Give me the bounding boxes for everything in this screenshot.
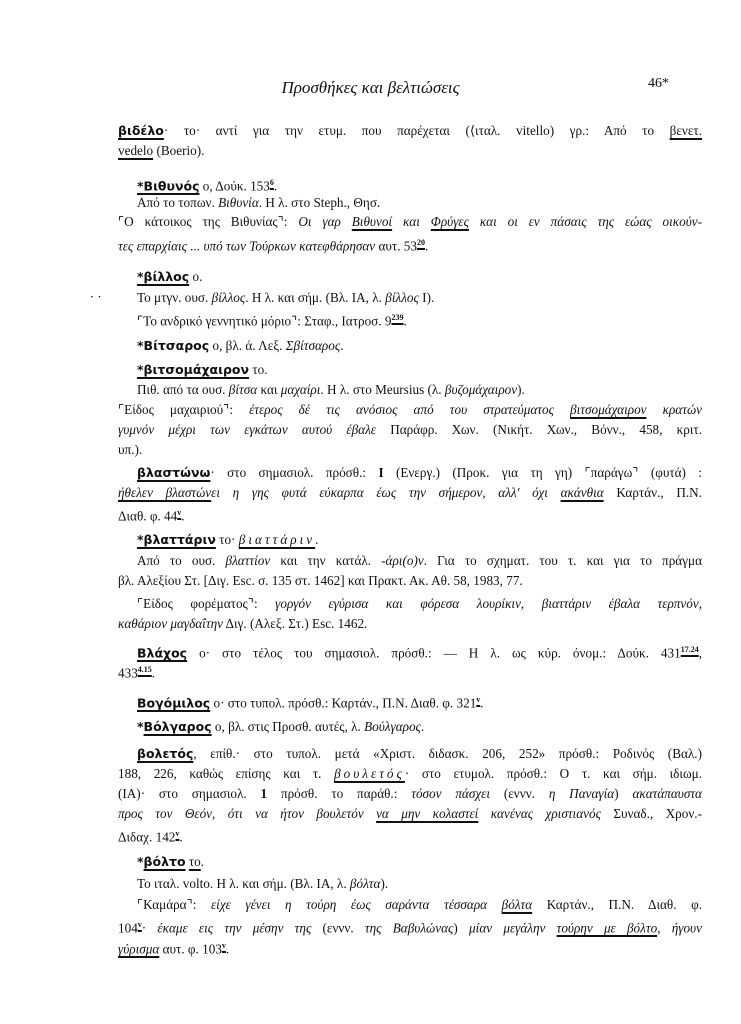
text-segment: και την κατάλ.: [270, 553, 382, 568]
text-segment: αυτ. 53: [375, 238, 417, 254]
text-line: [118, 234, 428, 255]
text-segment: Βιθυνοί: [351, 214, 393, 229]
text-segment: Πιθ. από τα ουσ.: [137, 382, 229, 397]
headword: *: [137, 719, 144, 734]
text-segment: βιτσομάχαιρον: [570, 402, 647, 417]
text-segment: η Παναγία: [548, 786, 615, 801]
text-segment: και: [257, 382, 281, 397]
text-segment: ): [453, 920, 470, 936]
text-line: [137, 691, 484, 712]
text-segment: ακατάπαυστα: [632, 786, 702, 801]
text-segment: .: [179, 829, 183, 845]
text-line: [137, 896, 702, 914]
superscript: v: [221, 941, 226, 950]
text-segment: Διαθ. φ. 44: [118, 508, 178, 524]
text-segment: ήθελεν βλαστών: [118, 485, 212, 500]
text-segment: (Ενεργ.) (Προκ. για τη γη) ⌜παράγω⌝ (φυτά) :: [383, 465, 702, 480]
headword: βλαστώνω: [137, 465, 211, 480]
headword: βολετός: [137, 746, 194, 761]
text-segment: (εννν.: [490, 786, 549, 801]
text-segment: ⌜Καμάρα⌝:: [137, 897, 211, 912]
text-segment: 433: [118, 665, 138, 681]
text-segment: 104: [118, 920, 138, 936]
text-segment: ): [614, 786, 633, 801]
text-segment: ο· στο τυπολ. πρόσθ.: Καρτάν., Π.Ν. Διαθ. φ. 321: [210, 695, 477, 711]
text-line: [118, 401, 702, 419]
headword: *: [137, 854, 144, 869]
text-segment: και οι εν πάσαις της εώας οικούν-: [468, 214, 703, 229]
text-segment: · στο ετυμολ. πρόσθ.: Ο τ. και σήμ. ιδιωμ.: [404, 766, 702, 781]
text-segment: Βούλγαρος: [364, 719, 421, 734]
text-segment: το.: [249, 362, 268, 377]
text-segment: βλ. Αλεξίου Στ. [Διγ. Esc. σ. 135 στ. 1462] και Πρακτ. Ακ. Αθ. 58, 1983, 77.: [118, 573, 523, 588]
text-segment: (ΙΑ)· στο σημασιολ.: [118, 786, 261, 801]
text-line: [137, 289, 434, 307]
text-segment: καθάριον μαγδαΐτην: [118, 616, 223, 631]
superscript: v: [476, 695, 481, 704]
text-segment: Ι: [378, 465, 384, 480]
page-number: 46*: [648, 76, 669, 91]
text-line: [137, 337, 344, 355]
text-segment: 1: [260, 786, 268, 801]
text-line: [118, 615, 367, 633]
superscript: v: [175, 829, 180, 838]
text-segment: vedelo: [118, 143, 154, 158]
text-line: [118, 765, 702, 783]
text-segment: υπ.).: [118, 442, 143, 457]
text-segment: προς τον Θεόν, ότι να ήτον βουλετόν: [118, 806, 377, 821]
text-segment: Συναδ., Χρον.-: [600, 806, 702, 821]
text-segment: .: [273, 178, 278, 194]
text-segment: Φρύγες: [430, 214, 469, 229]
headword: *Βιθυνός: [137, 178, 200, 194]
text-line: [137, 718, 424, 736]
text-segment: Παράφρ. Χων. (Νικήτ. Χων., Βόνν., 458, κριτ.: [376, 422, 702, 437]
text-line: [137, 464, 702, 482]
text-line: [137, 268, 202, 286]
text-line: [137, 641, 702, 662]
text-segment: βίλλος: [385, 290, 419, 305]
text-segment: το: [188, 854, 201, 869]
text-segment: · στο σημασιολ. πρόσθ.:: [210, 465, 379, 480]
text-segment: βίτσα: [228, 382, 258, 397]
text-segment: κανένας χριστιανός: [478, 806, 601, 821]
text-line: [118, 825, 183, 846]
superscript: v: [137, 920, 142, 929]
text-segment: Καρτάν., Π.Ν. Διαθ. φ.: [532, 897, 702, 912]
text-line: [118, 441, 142, 459]
text-segment: . Η λ. στο Meursius (λ.: [320, 382, 445, 397]
text-segment: ο.: [189, 269, 203, 284]
text-segment: βυζομάχαιρον: [444, 382, 518, 397]
headword: *βλαττάριν: [137, 532, 216, 547]
text-line: [118, 916, 702, 937]
headword: *Βίτσαρος: [137, 338, 210, 353]
text-segment: το·: [215, 532, 239, 547]
text-line: [118, 504, 185, 525]
text-segment: .: [424, 238, 429, 254]
text-segment: ει η γης φυτά εύκαρπα έως την σήμερον, αλλ' όχι: [211, 485, 561, 500]
text-line: [137, 381, 525, 399]
text-segment: .: [151, 665, 156, 681]
superscript: v: [177, 508, 182, 517]
text-segment: κρατών: [646, 402, 703, 417]
text-segment: Ι).: [418, 290, 435, 305]
text-segment: ο, Δούκ. 153: [199, 178, 270, 194]
text-segment: πρόσθ. το παράθ.:: [267, 786, 412, 801]
text-segment: Από το τοπων.: [137, 195, 219, 210]
text-line: [118, 213, 702, 231]
text-segment: ⌜Το ανδρικό γεννητικό μόριο⌝: Σταφ., Ιατροσ. 9: [137, 313, 392, 329]
text-segment: .: [340, 338, 344, 353]
text-segment: Διγ. (Αλεξ. Στ.) Esc. 1462.: [222, 616, 368, 631]
text-line: [137, 194, 380, 212]
superscript: 17.24: [680, 645, 699, 654]
text-segment: . Η λ. και σήμ. (Βλ. ΙΑ, λ.: [245, 290, 386, 305]
text-segment: έκαμε εις την μέσην της: [157, 920, 312, 936]
text-segment: ο, βλ. ά. Λεξ.: [209, 338, 286, 353]
text-segment: Σβίτσαρος: [285, 338, 341, 353]
text-segment: (εννν.: [311, 920, 365, 936]
text-segment: . Η λ. στο Steph., Θησ.: [258, 195, 381, 210]
margin-mark: · ·: [90, 290, 102, 304]
text-line: [137, 531, 318, 549]
text-segment: βιαττάριν: [238, 532, 316, 547]
text-segment: τόσον πάσχει: [411, 786, 491, 801]
headword: Βογόμιλος: [137, 695, 211, 711]
text-segment: βενετ.: [669, 123, 702, 138]
text-segment: .: [315, 532, 319, 547]
text-segment: .: [480, 695, 484, 711]
text-segment: ⌜Είδος φορέματος⌝:: [137, 596, 276, 611]
text-segment: Διδαχ. 142: [118, 829, 176, 845]
text-segment: Το μτγν. ουσ.: [137, 290, 212, 305]
text-segment: .: [420, 719, 425, 734]
superscript: 4.15: [137, 665, 152, 674]
text-segment: , επίθ.· στο τυπολ. μετά «Χριστ. διδασκ. 206, 252» πρόσθ.: Ροδινός (Βαλ.): [193, 746, 702, 761]
text-segment: έτερος δέ τις ανόσιος από του στρατεύματος: [249, 402, 571, 417]
text-segment: · το· αντί για την ετυμ. που παρέχεται (⟨ιταλ. vitello) γρ.: Από το: [163, 123, 670, 138]
text-line: [118, 484, 702, 502]
text-segment: Από το ουσ.: [137, 553, 226, 568]
text-segment: βλαττίον: [225, 553, 271, 568]
text-segment: ·: [141, 920, 158, 936]
text-line: [118, 661, 155, 682]
text-segment: να μην κολαστεί: [376, 806, 479, 821]
text-segment: . Για το σχηματ. του τ. και για το πράγμα: [423, 553, 702, 568]
text-segment: βουλετός: [334, 766, 405, 781]
text-line: [137, 361, 268, 379]
text-segment: Οι γαρ: [298, 214, 352, 229]
text-segment: γυμνόν μέχρι των εγκάτων αυτού έβαλε: [118, 422, 377, 437]
text-segment: ).: [380, 876, 389, 891]
text-line: [137, 745, 702, 763]
headword: βόλτο: [143, 854, 186, 869]
text-line: [137, 875, 388, 893]
text-segment: .: [200, 854, 205, 869]
headword: Βόλγαρος: [143, 719, 212, 734]
text-line: [137, 853, 204, 871]
text-segment: και: [392, 214, 431, 229]
text-segment: μίαν μεγάλην: [469, 920, 557, 936]
text-line: [118, 142, 204, 160]
superscript: 6: [269, 178, 274, 187]
text-segment: ο, βλ. στις Προσθ. αυτές, λ.: [211, 719, 365, 734]
text-segment: ).: [517, 382, 525, 397]
text-line: [137, 595, 702, 613]
headword: *βιτσομάχαιρον: [137, 362, 250, 377]
text-segment: ⌜Είδος μαχαιριού⌝:: [118, 402, 250, 417]
text-line: [118, 122, 702, 140]
text-segment: της Βαβυλώνας: [364, 920, 454, 936]
text-segment: (Boerio).: [153, 143, 205, 158]
headword: *βίλλος: [137, 269, 190, 284]
text-line: [137, 174, 277, 195]
text-segment: .: [181, 508, 185, 524]
text-line: [118, 572, 523, 590]
text-segment: βόλτα: [501, 897, 533, 912]
text-segment: μαχαίρι: [280, 382, 321, 397]
text-line: [118, 421, 702, 439]
text-segment: , ήγουν: [657, 920, 702, 936]
text-segment: ,: [698, 645, 702, 661]
superscript: 239: [391, 313, 404, 322]
text-segment: -άρι(ο)ν: [381, 553, 424, 568]
text-segment: βόλτα: [349, 876, 381, 891]
text-segment: βίλλος: [211, 290, 246, 305]
text-segment: Το ιταλ. volto. Η λ. και σήμ. (Βλ. ΙΑ, λ.: [137, 876, 350, 891]
text-line: [137, 552, 702, 570]
text-segment: ακάνθια: [560, 485, 604, 500]
text-segment: είχε γένει η τούρη έως σαράντα τέσσαρα: [210, 897, 502, 912]
text-segment: .: [403, 313, 407, 329]
headword: Βλάχος: [137, 645, 188, 661]
text-segment: τες επαρχίαις ... υπό των Τούρκων κατεφθάρησαν: [118, 238, 376, 254]
text-segment: ο· στο τέλος του σημασιολ. πρόσθ.: — Η λ. ως κύρ. όνομ.: Δούκ. 431: [187, 645, 681, 661]
text-segment: αυτ. φ. 103: [159, 941, 222, 957]
text-segment: γύρισμα: [118, 941, 160, 957]
running-header-title: Προσθήκες και βελτιώσεις: [281, 78, 460, 97]
text-segment: Βιθυνία: [218, 195, 259, 210]
text-segment: γοργόν εγύρισα και φόρεσα λουρίκιν, βιαττάριν έβαλα τερπνόν,: [275, 596, 702, 611]
text-line: [118, 785, 702, 803]
text-segment: τούρην με βόλτο: [556, 920, 658, 936]
text-segment: ⌜Ο κάτοικος της Βιθυνίας⌝:: [118, 214, 299, 229]
text-segment: Καρτάν., Π.Ν.: [603, 485, 702, 500]
headword: βιδέλο: [118, 123, 164, 138]
text-segment: 188, 226, καθώς επίσης και τ.: [118, 766, 335, 781]
text-segment: .: [225, 941, 230, 957]
superscript: 20: [416, 238, 425, 247]
text-line: [118, 937, 229, 958]
text-line: [118, 805, 702, 823]
text-line: [137, 309, 407, 330]
